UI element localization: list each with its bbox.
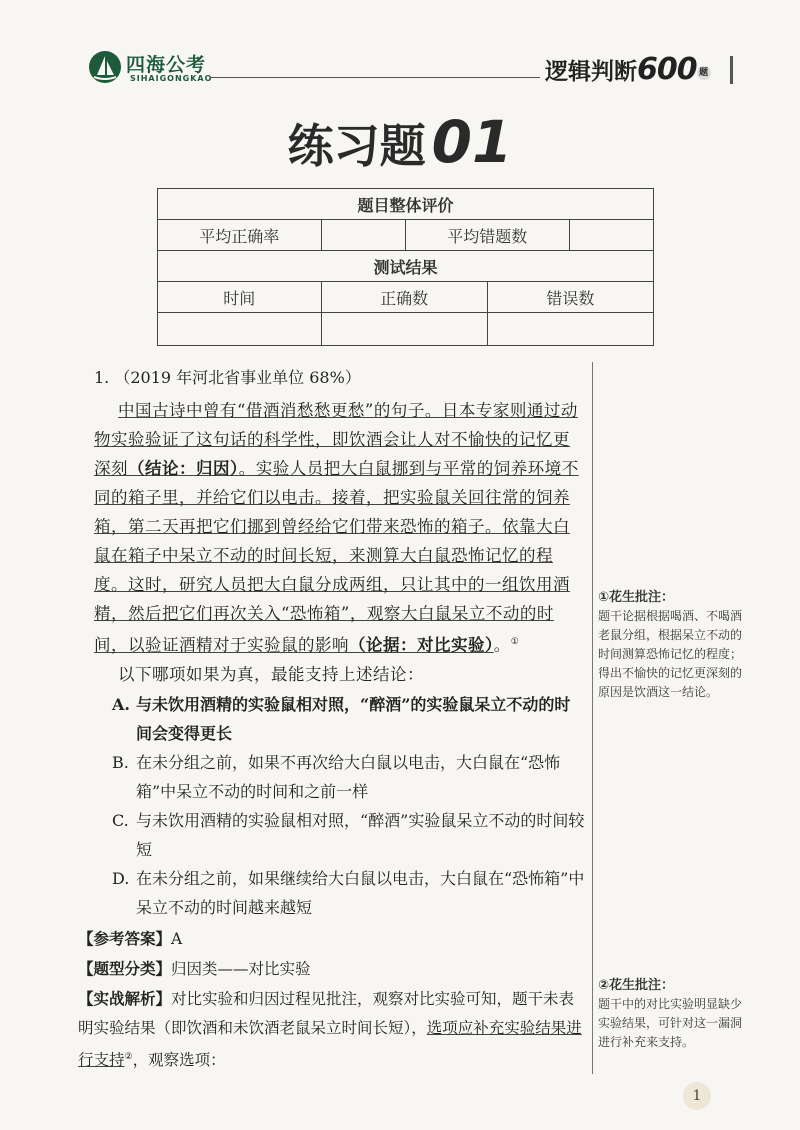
margin-note-2 (598, 976, 748, 1052)
stem-text: 。 (493, 635, 511, 655)
option-b[interactable] (112, 748, 586, 806)
stem-text: 。实验人员把大白鼠挪到与平常的饲养环境不同的箱子里，并给它们以电击。接着，把实验鼠关回往常的饲养箱，第二天再把它们挪到曾经给它们带来恐怖的箱子。依靠大白鼠在箱子中呆立不动的时间长短，来测算大白鼠恐怖记忆的程度。这时，研究人员把大白鼠分成两组，只让其中的一组饮用酒精，然后把它们再次关入“恐怖箱”，观察大白鼠呆立不动的时间，以验证酒精对于实验鼠的影响 (94, 459, 579, 655)
note-ref: ② (124, 1052, 133, 1062)
stem-evidence-tag: （论据：对比实验） (349, 635, 494, 655)
type-line (78, 954, 586, 984)
header-edge-bar (730, 56, 733, 84)
answer-value: A (171, 930, 183, 948)
wrong-value-cell[interactable] (487, 313, 653, 346)
brand-name-en: SIHAIGONGKAO (130, 74, 213, 83)
answer-label: 【参考答案】 (78, 929, 172, 948)
answer-line (78, 924, 586, 954)
brand-logo (88, 48, 238, 92)
series-unit-badge: 题 (697, 66, 711, 80)
option-text: 与未饮用酒精的实验鼠相对照，“醉酒”实验鼠呆立不动的时间较短 (136, 811, 585, 859)
option-text: 与未饮用酒精的实验鼠相对照，“醉酒”的实验鼠呆立不动的时间会变得更长 (136, 695, 571, 743)
stem-text: 中国古诗中曾有“借酒消愁愁更愁”的句子。日本专家则通过动物实验验证了这句话的科学性，即饮酒会让人对不愉快的记忆更深刻 (94, 401, 578, 478)
series-title-text: 逻辑判断 (545, 59, 637, 85)
prompt-text: 以下哪项如果为真，最能支持上述结论： (118, 665, 424, 684)
option-label: D. (112, 869, 130, 888)
time-value-cell[interactable] (158, 313, 322, 346)
option-label: B. (112, 753, 129, 772)
option-label: C. (112, 811, 129, 830)
margin-note-1 (598, 588, 748, 702)
option-text: 在未分组之前，如果不再次给大白鼠以电击，大白鼠在“恐怖箱”中呆立不动的时间和之前一样 (136, 753, 561, 801)
question-header (94, 365, 361, 388)
page-number: 1 (683, 1082, 711, 1110)
analysis-highlight: 选项应补充实验结果进行支持 (78, 1019, 582, 1070)
note-title: ①花生批注： (598, 590, 675, 605)
avg-wrong-label: 平均错题数 (405, 220, 570, 251)
question-prompt (94, 660, 586, 689)
option-label: A. (112, 695, 130, 714)
evaluation-table (157, 188, 654, 346)
correct-value-cell[interactable] (321, 313, 487, 346)
option-d[interactable] (112, 864, 586, 922)
option-a[interactable] (112, 690, 586, 748)
note-title: ②花生批注： (598, 978, 675, 993)
question-stem (94, 396, 586, 660)
avg-correct-value[interactable] (321, 220, 405, 251)
question-source: （2019 年河北省事业单位 68%） (114, 368, 361, 387)
note-body: 题干论据根据喝酒、不喝酒老鼠分组，根据呆立不动的时间测算恐怖记忆的程度；得出不愉快的记忆更深刻的原因是饮酒这一结论。 (598, 609, 743, 699)
page-title-text: 练习题 (287, 119, 426, 173)
analysis-text: ，观察选项： (132, 1051, 226, 1070)
col-correct-header: 正确数 (321, 282, 487, 313)
type-value: 归因类——对比实验 (171, 960, 311, 978)
option-c[interactable] (112, 806, 586, 864)
series-title (545, 52, 711, 87)
header-rule (210, 77, 540, 78)
note-body: 题干中的对比实验明显缺少实验结果，可针对这一漏洞进行补充来支持。 (598, 997, 743, 1049)
avg-wrong-value[interactable] (570, 220, 654, 251)
col-wrong-header: 错误数 (487, 282, 653, 313)
stem-conclusion-tag: （结论：归因） (128, 459, 239, 478)
option-text: 在未分组之前，如果继续给大白鼠以电击，大白鼠在“恐怖箱”中呆立不动的时间越来越短 (136, 869, 585, 917)
col-time-header: 时间 (158, 282, 322, 313)
analysis-text: 对比实验和归因过程见批注，观察对比实验可知，题干未表明实验结果（即饮酒和未饮酒老鼠呆立时间长短）， (78, 990, 575, 1037)
type-label: 【题型分类】 (78, 959, 172, 978)
page-title (0, 108, 800, 176)
overall-eval-header: 题目整体评价 (158, 189, 654, 220)
question-number: 1. (94, 368, 110, 387)
series-count: 600 (637, 52, 697, 87)
page-title-number: 01 (431, 108, 513, 176)
sailboat-logo-icon (88, 50, 122, 84)
analysis-label: 【实战解析】 (78, 989, 172, 1008)
analysis-block (78, 984, 586, 1075)
margin-divider (592, 362, 593, 1074)
brand-name: 四海公考 (126, 54, 207, 76)
test-result-header: 测试结果 (158, 251, 654, 282)
note-ref: ① (510, 637, 520, 647)
avg-correct-label: 平均正确率 (158, 220, 322, 251)
